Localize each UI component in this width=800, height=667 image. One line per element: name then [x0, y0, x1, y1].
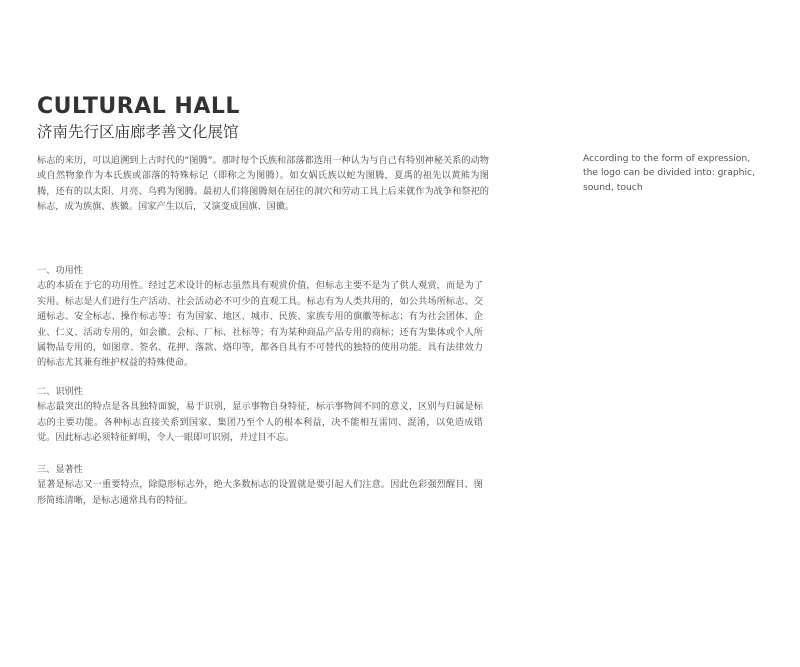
section-prominence — [37, 462, 483, 508]
section-body: 显著是标志又一重要特点，除隐形标志外，绝大多数标志的设置就是要引起人们注意。因此色彩强烈醒目、图形简练清晰，是标志通常具有的特征。 — [37, 479, 483, 506]
page-subtitle: 济南先行区庙廊孝善文化展馆 — [37, 123, 239, 141]
section-functionality — [37, 263, 483, 371]
section-body: 标志最突出的特点是各具独特面貌，易于识别，显示事物自身特征，标示事物间不同的意义，区别与归属是标志的主要功能。各种标志直接关系到国家、集团乃至个人的根本利益，决不能相互雷同、混淆，以免造成错觉。因此标志必须特征鲜明，令人一眼即可识别，并过目不忘。 — [37, 401, 483, 444]
section-body: 志的本质在于它的功用性。经过艺术设计的标志虽然具有观赏价值，但标志主要不是为了供人观赏，而是为了实用。标志是人们进行生产活动、社会活动必不可少的直观工具。标志有为人类共用的，如公共场所标志、交通标志、安全标志、操作标志等；有为国家、地区、城市、民族、家族专用的旗徽等标志；有为社会团体、企业、仁义、活动专用的，如会徽、会标、厂标、社标等；有为某种商品产品专用的商标；还有为集体或个人所属物品专用的，如图章、签名、花押、落款、烙印等，都各自具有不可替代的独特的使用功能。具有法律效力的标志尤其兼有维护权益的特殊使命。 — [37, 280, 483, 369]
section-heading: 二、识别性 — [37, 386, 83, 397]
side-note: According to the form of expression, the logo can be divided into: graphic, sound, touch — [583, 153, 756, 193]
section-heading: 三、显著性 — [37, 464, 83, 475]
section-recognizability — [37, 384, 483, 446]
section-heading: 一、功用性 — [37, 265, 83, 276]
intro-paragraph: 标志的来历，可以追溯到上古时代的“图腾”。那时每个氏族和部落都选用一种认为与自己有特别神秘关系的动物或自然物象作为本氏族或部落的特殊标记（即称之为图腾）。如女娲氏族以蛇为图腾，夏禹的祖先以黄熊为图腾，还有的以太阳、月亮、乌鸦为图腾。最初人们将图腾刻在居住的洞穴和劳动工具上后来就作为战争和祭祀的标志，成为族旗、族徽。国家产生以后，又演变成国旗、国徽。 — [37, 155, 489, 213]
page-title: CULTURAL HALL — [37, 94, 240, 119]
